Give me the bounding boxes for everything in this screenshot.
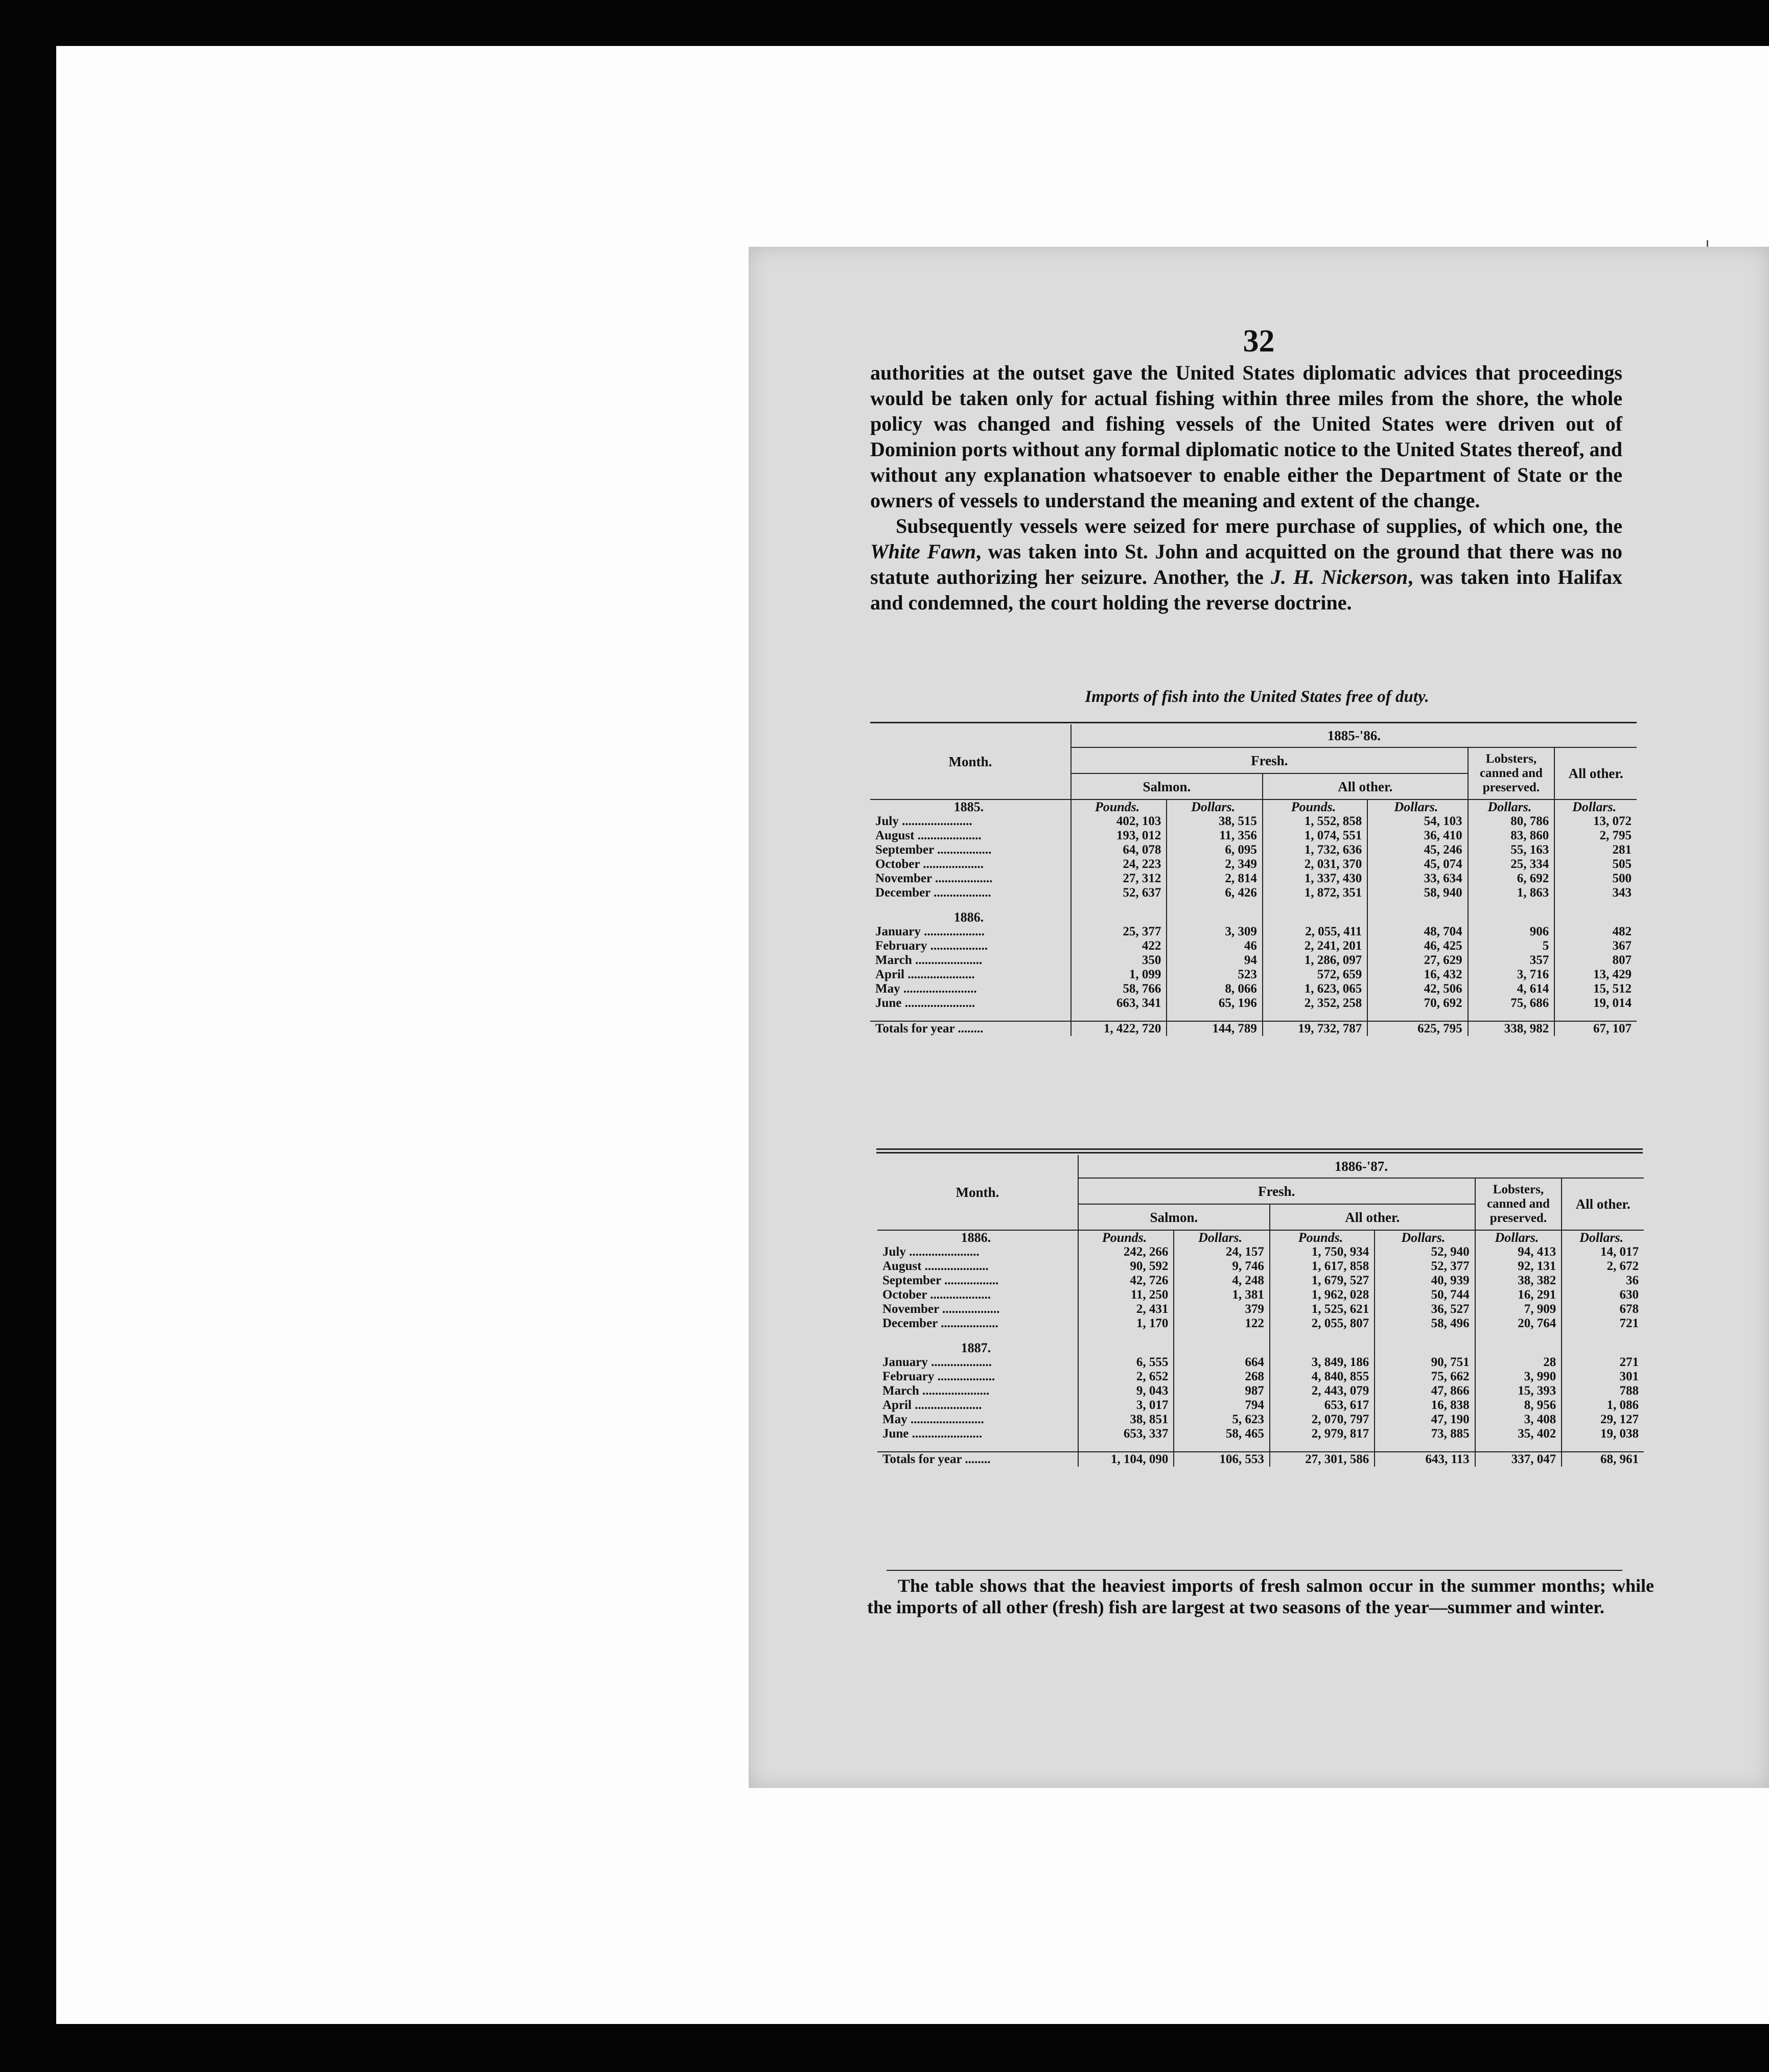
value-cell: 367: [1554, 939, 1637, 953]
unit-label: Dollars.: [1475, 1230, 1562, 1245]
value-cell: 2, 055, 411: [1263, 925, 1367, 939]
value-cell: 3, 990: [1475, 1370, 1562, 1384]
unit-label: Dollars.: [1174, 1230, 1270, 1245]
value-cell: 64, 078: [1071, 843, 1167, 857]
spacer-cell: [1562, 1341, 1644, 1355]
value-cell: 1, 337, 430: [1263, 872, 1367, 886]
unit-label: Dollars.: [1554, 799, 1637, 814]
value-cell: 9, 043: [1078, 1384, 1174, 1398]
spacer-cell: [1375, 1331, 1475, 1341]
table-row: [870, 968, 1637, 982]
value-cell: 3, 408: [1475, 1412, 1562, 1427]
value-cell: 73, 885: [1375, 1427, 1475, 1441]
spacer-cell: [877, 1331, 1078, 1341]
value-cell: 422: [1071, 939, 1167, 953]
spacer-cell: [1475, 1341, 1562, 1355]
month-name: April .....................: [882, 1398, 982, 1412]
spacer-cell: [1078, 1341, 1174, 1355]
value-cell: 75, 662: [1375, 1370, 1475, 1384]
unit-label: Pounds.: [1263, 799, 1367, 814]
value-cell: 19, 014: [1554, 996, 1637, 1010]
value-cell: 36: [1562, 1274, 1644, 1288]
value-cell: 24, 223: [1071, 857, 1167, 872]
spacer-cell: [1174, 1341, 1270, 1355]
value-cell: 1, 381: [1174, 1288, 1270, 1302]
spacer-cell: [1071, 1010, 1167, 1021]
month-name: August ....................: [882, 1259, 989, 1273]
value-cell: 572, 659: [1263, 968, 1367, 982]
value-cell: 2, 431: [1078, 1302, 1174, 1316]
ship-name: J. H. Nickerson: [1270, 566, 1408, 588]
value-cell: 6, 692: [1468, 872, 1555, 886]
value-cell: 523: [1167, 968, 1263, 982]
spacer-cell: [1270, 1441, 1375, 1452]
month-name: June ......................: [875, 996, 975, 1010]
paragraph: Subsequently vessels were seized for mere purchase of supplies, of which one, the White Fawn, was taken into St. John and acquitted on the ground that there was no statute authorizing her seizure. Another, the J. H. Nickerson, was taken into Halifax and condemned, the court holding the reverse doctrine.: [870, 514, 1623, 614]
salmon-header: Salmon.: [1078, 1204, 1270, 1230]
value-cell: 35, 402: [1475, 1427, 1562, 1441]
value-cell: 47, 190: [1375, 1412, 1475, 1427]
spacer-cell: [1367, 910, 1468, 925]
value-cell: 807: [1554, 953, 1637, 968]
table-row: [870, 925, 1637, 939]
value-cell: 28: [1475, 1355, 1562, 1370]
value-cell: 42, 726: [1078, 1274, 1174, 1288]
conclusion-paragraph: The table shows that the heaviest imports of fresh salmon occur in the summer months; while the imports of all other (fresh) fish are largest at two seasons of the year—summer and winter.: [867, 1575, 1654, 1617]
value-cell: 58, 940: [1367, 886, 1468, 900]
value-cell: 38, 515: [1167, 814, 1263, 829]
value-cell: 721: [1562, 1316, 1644, 1331]
value-cell: 36, 527: [1375, 1302, 1475, 1316]
value-cell: 663, 341: [1071, 996, 1167, 1010]
value-cell: 15, 393: [1475, 1384, 1562, 1398]
table-row: [877, 1288, 1644, 1302]
total-value: 67, 107: [1554, 1021, 1637, 1036]
value-cell: 987: [1174, 1384, 1270, 1398]
spacer-cell: [1468, 910, 1555, 925]
value-cell: 1, 750, 934: [1270, 1245, 1375, 1259]
spacer-cell: [1263, 1010, 1367, 1021]
value-cell: 46, 425: [1367, 939, 1468, 953]
value-cell: 664: [1174, 1355, 1270, 1370]
spacer-cell: [1375, 1441, 1475, 1452]
unit-label: Dollars.: [1468, 799, 1555, 814]
value-cell: 5: [1468, 939, 1555, 953]
value-cell: 19, 038: [1562, 1427, 1644, 1441]
value-cell: 1, 732, 636: [1263, 843, 1367, 857]
value-cell: 16, 838: [1375, 1398, 1475, 1412]
total-value: 144, 789: [1167, 1021, 1263, 1036]
table-row: [877, 1384, 1644, 1398]
unit-label: Dollars.: [1375, 1230, 1475, 1245]
spacer-cell: [1263, 910, 1367, 925]
spacer-cell: [1263, 900, 1367, 910]
all-other-header: All other.: [1554, 747, 1637, 799]
spacer-cell: [1375, 1341, 1475, 1355]
value-cell: 58, 766: [1071, 982, 1167, 996]
value-cell: 16, 432: [1367, 968, 1468, 982]
table-row: [870, 872, 1637, 886]
year-label: 1886.: [953, 910, 984, 925]
value-cell: 90, 751: [1375, 1355, 1475, 1370]
value-cell: 92, 131: [1475, 1259, 1562, 1274]
value-cell: 65, 196: [1167, 996, 1263, 1010]
value-cell: 2, 055, 807: [1270, 1316, 1375, 1331]
value-cell: 36, 410: [1367, 829, 1468, 843]
value-cell: 13, 072: [1554, 814, 1637, 829]
value-cell: 94: [1167, 953, 1263, 968]
table-row: [870, 829, 1637, 843]
value-cell: 75, 686: [1468, 996, 1555, 1010]
value-cell: 20, 764: [1475, 1316, 1562, 1331]
totals-label: Totals for year ........: [877, 1452, 1078, 1467]
value-cell: 24, 157: [1174, 1245, 1270, 1259]
value-cell: 906: [1468, 925, 1555, 939]
value-cell: 2, 814: [1167, 872, 1263, 886]
spacer-cell: [1078, 1441, 1174, 1452]
value-cell: 33, 634: [1367, 872, 1468, 886]
year-label: 1886.: [961, 1230, 991, 1245]
value-cell: 2, 795: [1554, 829, 1637, 843]
value-cell: 281: [1554, 843, 1637, 857]
value-cell: 482: [1554, 925, 1637, 939]
value-cell: 402, 103: [1071, 814, 1167, 829]
value-cell: 1, 617, 858: [1270, 1259, 1375, 1274]
value-cell: 2, 672: [1562, 1259, 1644, 1274]
document-page: [749, 247, 1769, 1788]
spacer-cell: [1562, 1441, 1644, 1452]
spacer-cell: [1167, 910, 1263, 925]
table-row: [877, 1274, 1644, 1288]
table-row: [870, 996, 1637, 1010]
value-cell: 6, 095: [1167, 843, 1263, 857]
table-row: [870, 953, 1637, 968]
value-cell: 505: [1554, 857, 1637, 872]
value-cell: 11, 356: [1167, 829, 1263, 843]
value-cell: 678: [1562, 1302, 1644, 1316]
month-name: September .................: [875, 843, 992, 857]
month-name: January ...................: [882, 1355, 992, 1369]
table-row: [870, 814, 1637, 829]
value-cell: 3, 309: [1167, 925, 1263, 939]
value-cell: 52, 637: [1071, 886, 1167, 900]
table-row: [877, 1259, 1644, 1274]
value-cell: 52, 940: [1375, 1245, 1475, 1259]
spacer-cell: [1174, 1331, 1270, 1341]
total-value: 68, 961: [1562, 1452, 1644, 1467]
month-name: August ....................: [875, 829, 982, 842]
period-header: 1885-'86.: [1071, 724, 1637, 747]
value-cell: 1, 872, 351: [1263, 886, 1367, 900]
lobsters-header: Lobsters, canned and preserved.: [1475, 1178, 1562, 1230]
value-cell: 46: [1167, 939, 1263, 953]
value-cell: 653, 617: [1270, 1398, 1375, 1412]
value-cell: 90, 592: [1078, 1259, 1174, 1274]
value-cell: 3, 849, 186: [1270, 1355, 1375, 1370]
value-cell: 9, 746: [1174, 1259, 1270, 1274]
all-other-header: All other.: [1562, 1178, 1644, 1230]
value-cell: 2, 443, 079: [1270, 1384, 1375, 1398]
value-cell: 1, 286, 097: [1263, 953, 1367, 968]
value-cell: 2, 031, 370: [1263, 857, 1367, 872]
value-cell: 25, 377: [1071, 925, 1167, 939]
value-cell: 3, 716: [1468, 968, 1555, 982]
value-cell: 6, 555: [1078, 1355, 1174, 1370]
value-cell: 58, 465: [1174, 1427, 1270, 1441]
table-row: [877, 1316, 1644, 1331]
value-cell: 2, 352, 258: [1263, 996, 1367, 1010]
value-cell: 357: [1468, 953, 1555, 968]
month-name: May .......................: [875, 982, 977, 996]
value-cell: 1, 086: [1562, 1398, 1644, 1412]
month-name: April .....................: [875, 968, 975, 981]
month-name: January ...................: [875, 925, 985, 938]
spacer-cell: [1475, 1331, 1562, 1341]
total-value: 1, 104, 090: [1078, 1452, 1174, 1467]
value-cell: 47, 866: [1375, 1384, 1475, 1398]
unit-label: Pounds.: [1078, 1230, 1174, 1245]
value-cell: 8, 956: [1475, 1398, 1562, 1412]
month-name: February ..................: [875, 939, 988, 953]
value-cell: 2, 979, 817: [1270, 1427, 1375, 1441]
spacer-cell: [1071, 900, 1167, 910]
total-value: 19, 732, 787: [1263, 1021, 1367, 1036]
year-label: 1887.: [961, 1340, 991, 1355]
value-cell: 379: [1174, 1302, 1270, 1316]
imports-table-1885-86: [870, 724, 1637, 1036]
spacer-cell: [870, 1010, 1071, 1021]
month-name: July ......................: [875, 814, 972, 828]
value-cell: 70, 692: [1367, 996, 1468, 1010]
value-cell: 1, 863: [1468, 886, 1555, 900]
unit-label: Pounds.: [1071, 799, 1167, 814]
value-cell: 5, 623: [1174, 1412, 1270, 1427]
value-cell: 653, 337: [1078, 1427, 1174, 1441]
table-row: [870, 843, 1637, 857]
totals-label: Totals for year ........: [870, 1021, 1071, 1036]
table-row: [877, 1398, 1644, 1412]
month-name: September .................: [882, 1274, 999, 1287]
total-value: 338, 982: [1468, 1021, 1555, 1036]
value-cell: 3, 017: [1078, 1398, 1174, 1412]
value-cell: 122: [1174, 1316, 1270, 1331]
value-cell: 301: [1562, 1370, 1644, 1384]
value-cell: 13, 429: [1554, 968, 1637, 982]
value-cell: 343: [1554, 886, 1637, 900]
scan-bottom-border: [0, 2024, 1769, 2072]
total-value: 337, 047: [1475, 1452, 1562, 1467]
value-cell: 630: [1562, 1288, 1644, 1302]
value-cell: 1, 099: [1071, 968, 1167, 982]
unit-label: Dollars.: [1367, 799, 1468, 814]
spacer-cell: [877, 1441, 1078, 1452]
value-cell: 38, 382: [1475, 1274, 1562, 1288]
body-text: [870, 360, 1622, 616]
page-number: 32: [1243, 324, 1275, 359]
value-cell: 52, 377: [1375, 1259, 1475, 1274]
all-other-fresh-header: All other.: [1270, 1204, 1475, 1230]
table-row: [877, 1427, 1644, 1441]
value-cell: 4, 614: [1468, 982, 1555, 996]
value-cell: 38, 851: [1078, 1412, 1174, 1427]
value-cell: 193, 012: [1071, 829, 1167, 843]
unit-label: Dollars.: [1562, 1230, 1644, 1245]
spacer-cell: [1174, 1441, 1270, 1452]
spacer-cell: [1078, 1331, 1174, 1341]
value-cell: 40, 939: [1375, 1274, 1475, 1288]
value-cell: 8, 066: [1167, 982, 1263, 996]
total-value: 643, 113: [1375, 1452, 1475, 1467]
value-cell: 350: [1071, 953, 1167, 968]
table-row: [877, 1245, 1644, 1259]
value-cell: 55, 163: [1468, 843, 1555, 857]
lobsters-header: Lobsters, canned and preserved.: [1468, 747, 1555, 799]
value-cell: 16, 291: [1475, 1288, 1562, 1302]
table-row: [877, 1412, 1644, 1427]
spacer-cell: [1468, 900, 1555, 910]
ship-name: White Fawn: [870, 540, 976, 563]
unit-label: Dollars.: [1167, 799, 1263, 814]
value-cell: 1, 074, 551: [1263, 829, 1367, 843]
table-row: [870, 939, 1637, 953]
value-cell: 7, 909: [1475, 1302, 1562, 1316]
total-value: 27, 301, 586: [1270, 1452, 1375, 1467]
table-separator-rule: [876, 1148, 1643, 1150]
value-cell: 94, 413: [1475, 1245, 1562, 1259]
value-cell: 50, 744: [1375, 1288, 1475, 1302]
value-cell: 4, 248: [1174, 1274, 1270, 1288]
month-name: July ......................: [882, 1245, 980, 1259]
table-row: [870, 857, 1637, 872]
value-cell: 45, 074: [1367, 857, 1468, 872]
month-name: November ..................: [875, 872, 993, 885]
table-row: [877, 1370, 1644, 1384]
value-cell: 42, 506: [1367, 982, 1468, 996]
value-cell: 80, 786: [1468, 814, 1555, 829]
spacer-cell: [1554, 900, 1637, 910]
value-cell: 500: [1554, 872, 1637, 886]
table-bottom-rule: [887, 1570, 1622, 1571]
table-caption: Imports of fish into the United States free of duty.: [1085, 688, 1429, 706]
spacer-cell: [1270, 1341, 1375, 1355]
month-name: March .....................: [882, 1384, 990, 1398]
spacer-cell: [1367, 1010, 1468, 1021]
spacer-cell: [870, 900, 1071, 910]
spacer-cell: [1071, 910, 1167, 925]
month-name: May .......................: [882, 1412, 984, 1426]
total-value: 1, 422, 720: [1071, 1021, 1167, 1036]
month-name: October ...................: [882, 1288, 991, 1302]
totals-row: [877, 1452, 1644, 1467]
value-cell: 6, 426: [1167, 886, 1263, 900]
fresh-header: Fresh.: [1071, 747, 1468, 773]
value-cell: 27, 629: [1367, 953, 1468, 968]
total-value: 625, 795: [1367, 1021, 1468, 1036]
value-cell: 4, 840, 855: [1270, 1370, 1375, 1384]
value-cell: 2, 241, 201: [1263, 939, 1367, 953]
month-name: October ...................: [875, 857, 984, 871]
spacer-cell: [1167, 1010, 1263, 1021]
value-cell: 1, 623, 065: [1263, 982, 1367, 996]
period-header: 1886-'87.: [1078, 1155, 1644, 1178]
value-cell: 54, 103: [1367, 814, 1468, 829]
spacer-cell: [1270, 1331, 1375, 1341]
spacer-cell: [1468, 1010, 1555, 1021]
value-cell: 1, 170: [1078, 1316, 1174, 1331]
spacer-cell: [1367, 900, 1468, 910]
month-name: December ..................: [882, 1316, 998, 1330]
value-cell: 2, 652: [1078, 1370, 1174, 1384]
value-cell: 1, 552, 858: [1263, 814, 1367, 829]
value-cell: 14, 017: [1562, 1245, 1644, 1259]
spacer-cell: [1167, 900, 1263, 910]
all-other-fresh-header: All other.: [1263, 773, 1468, 799]
value-cell: 25, 334: [1468, 857, 1555, 872]
fresh-header: Fresh.: [1078, 1178, 1475, 1204]
value-cell: 45, 246: [1367, 843, 1468, 857]
month-name: June ......................: [882, 1427, 983, 1441]
value-cell: 58, 496: [1375, 1316, 1475, 1331]
spacer-cell: [1475, 1441, 1562, 1452]
month-name: March .....................: [875, 953, 983, 967]
month-name: February ..................: [882, 1370, 995, 1383]
spacer-cell: [1554, 1010, 1637, 1021]
month-name: December ..................: [875, 886, 991, 900]
conclusion-text: [867, 1575, 1654, 1618]
month-header: Month.: [877, 1155, 1078, 1230]
value-cell: 2, 349: [1167, 857, 1263, 872]
unit-label: Pounds.: [1270, 1230, 1375, 1245]
fish-imports-table: [870, 724, 1637, 1036]
value-cell: 1, 525, 621: [1270, 1302, 1375, 1316]
table-row: [877, 1302, 1644, 1316]
value-cell: 242, 266: [1078, 1245, 1174, 1259]
value-cell: 83, 860: [1468, 829, 1555, 843]
value-cell: 794: [1174, 1398, 1270, 1412]
fish-imports-table: [877, 1155, 1644, 1467]
value-cell: 268: [1174, 1370, 1270, 1384]
value-cell: 2, 070, 797: [1270, 1412, 1375, 1427]
value-cell: 271: [1562, 1355, 1644, 1370]
value-cell: 788: [1562, 1384, 1644, 1398]
value-cell: 15, 512: [1554, 982, 1637, 996]
value-cell: 1, 679, 527: [1270, 1274, 1375, 1288]
month-name: November ..................: [882, 1302, 1000, 1316]
paragraph: authorities at the outset gave the United States diplomatic advices that proceedings would be taken only for actual fishing within three miles from the shore, the whole policy was changed and fishing vessels of the United States were driven out of Dominion ports without any formal diplomatic notice to the United States thereof, and without any explanation whatsoever to enable either the Department of State or the owners of vessels to understand the meaning and extent of the change.: [870, 361, 1622, 512]
totals-row: [870, 1021, 1637, 1036]
spacer-cell: [1562, 1331, 1644, 1341]
spacer-cell: [1554, 910, 1637, 925]
value-cell: 48, 704: [1367, 925, 1468, 939]
table-row: [877, 1355, 1644, 1370]
imports-table-1886-87: [877, 1155, 1644, 1467]
month-header: Month.: [870, 724, 1071, 799]
table-row: [870, 982, 1637, 996]
value-cell: 27, 312: [1071, 872, 1167, 886]
table-row: [870, 886, 1637, 900]
table-top-rule: [870, 722, 1637, 723]
table-separator-rule: [876, 1152, 1643, 1153]
value-cell: 11, 250: [1078, 1288, 1174, 1302]
value-cell: 1, 962, 028: [1270, 1288, 1375, 1302]
value-cell: 29, 127: [1562, 1412, 1644, 1427]
total-value: 106, 553: [1174, 1452, 1270, 1467]
salmon-header: Salmon.: [1071, 773, 1263, 799]
year-label: 1885.: [953, 799, 984, 814]
